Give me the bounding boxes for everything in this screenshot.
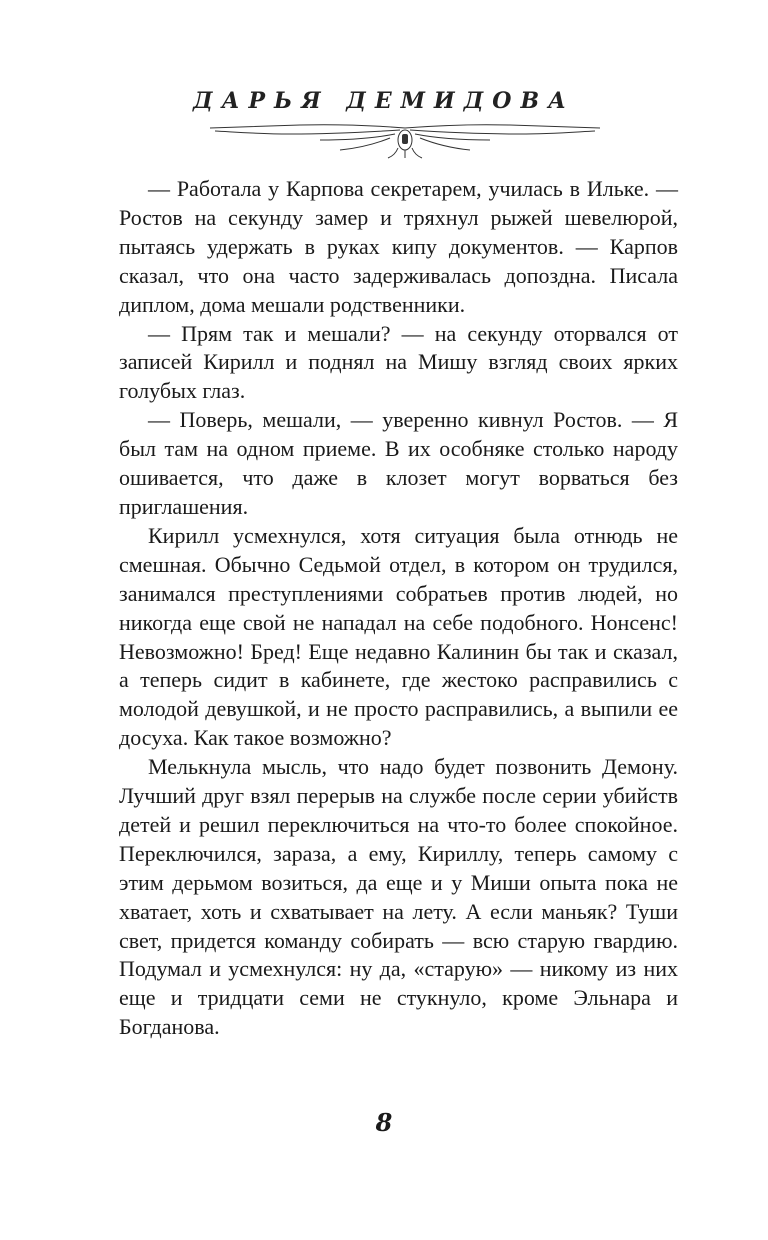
body-text [119, 175, 678, 1042]
ornament-divider-icon [200, 120, 610, 162]
paragraph: — Поверь, мешали, — уверенно кивнул Ростов. — Я был там на одном приеме. В их особняке столько народу ошивается, что даже в клозет могут ворваться без приглашения. [119, 407, 678, 519]
running-header [0, 88, 768, 114]
paragraph: Мелькнула мысль, что надо будет позвонить Демону. Лучший друг взял перерыв на службе после серии убийств детей и решил переключиться на что-то более спокойное. Переключился, зараза, а ему, Кириллу, теперь самому с этим дерьмом возиться, да еще и у Миши опыта пока не хватает, хоть и схватывает на лету. А если маньяк? Туши свет, придется команду собирать — всю старую гвардию. Подумал и усмехнулся: ну да, «старую» — никому из них еще и тридцати семи не стукнуло, кроме Эльнара и Богданова. [119, 754, 678, 1040]
paragraph: — Прям так и мешали? — на секунду оторвался от записей Кирилл и поднял на Мишу взгляд своих ярких голубых глаз. [119, 320, 678, 404]
author-name: ДАРЬЯ ДЕМИДОВА [193, 88, 575, 114]
paragraph: Кирилл усмехнулся, хотя ситуация была отнюдь не смешная. Обычно Седьмой отдел, в котором он трудился, занимался преступлениями собратьев против людей, но никогда еще свой не нападал на себе подобного. Нонсенс! Невозможно! Бред! Еще недавно Калинин бы так и сказал, а теперь сидит в кабинете, где жестоко расправились с молодой девушкой, и не просто расправились, а выпили ее досуха. Как такое возможно? [119, 522, 678, 751]
page-number: 8 [375, 1108, 393, 1137]
paragraph: — Работала у Карпова секретарем, училась в Ильке. — Ростов на секунду замер и тряхнул рыжей шевелюрой, пытаясь удержать в руках кипу документов. — Карпов сказал, что она часто задерживалась допоздна. Писала диплом, дома мешали родственники. [119, 176, 678, 317]
